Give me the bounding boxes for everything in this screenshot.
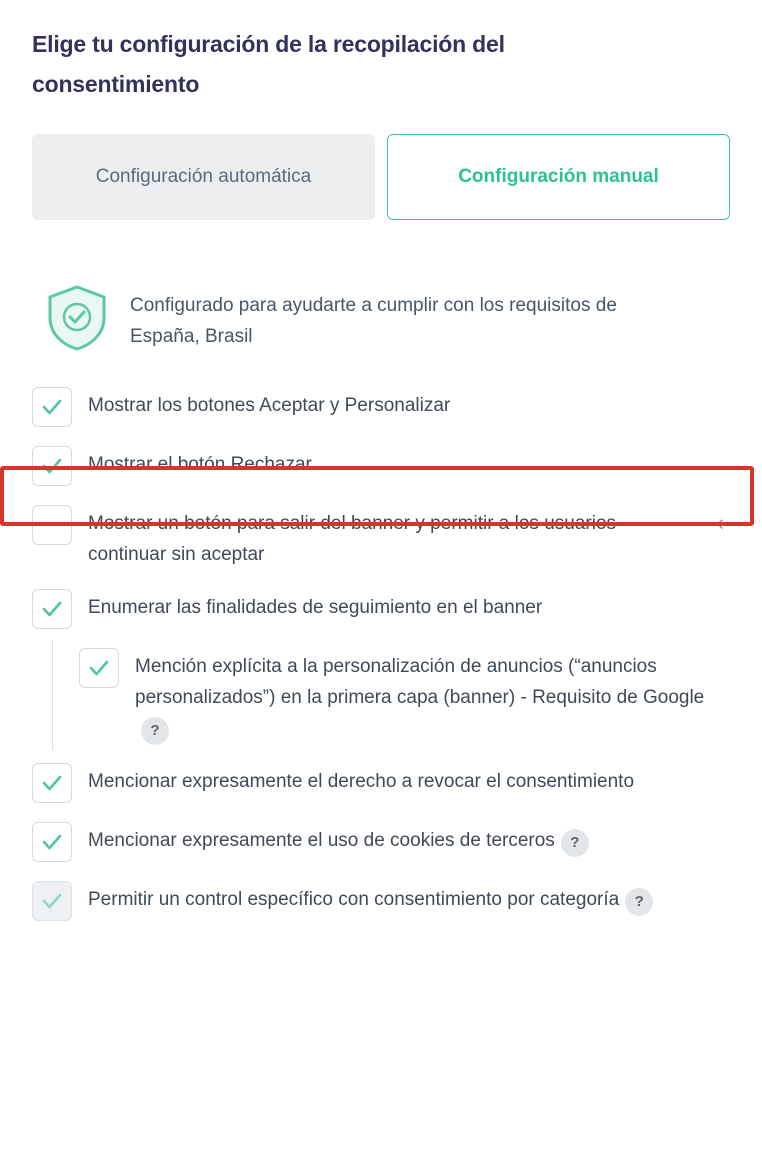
option-label: Permitir un control específico con consentimiento por categoría [88, 889, 620, 910]
option-row-third-party-cookies[interactable] [32, 815, 730, 868]
option-label: Mostrar los botones Aceptar y Personalizar [88, 395, 451, 416]
option-row-per-category-control[interactable] [32, 874, 730, 927]
checkbox-list-purposes[interactable] [32, 589, 72, 629]
compliance-notice-text: Configurado para ayudarte a cumplir con los requisitos de España, Brasil [130, 295, 617, 347]
option-label-wrapper [135, 647, 730, 744]
help-icon[interactable]: ? [141, 717, 169, 745]
option-label: Mención explícita a la personalización de anuncios (“anuncios personalizados”) en la primera capa (banner) - Requisito de Google [135, 656, 705, 708]
help-icon[interactable]: ? [625, 888, 653, 916]
option-label: Mostrar un botón para salir del banner y permitir a los usuarios continuar sin aceptar [88, 513, 617, 565]
option-label: Mostrar el botón Rechazar [88, 454, 312, 475]
option-row-explicit-ads-mention[interactable] [79, 641, 730, 750]
option-row-list-purposes[interactable] [32, 582, 730, 635]
option-label-wrapper [88, 880, 653, 915]
option-row-show-reject-button[interactable] [32, 439, 730, 492]
option-label: Mencionar expresamente el derecho a revocar el consentimiento [88, 771, 635, 792]
tab-automatic-config[interactable] [32, 134, 375, 220]
checkbox-revoke-right[interactable] [32, 763, 72, 803]
option-label: Mencionar expresamente el uso de cookies de terceros [88, 830, 555, 851]
tab-manual-config[interactable] [387, 134, 730, 220]
help-icon[interactable]: ? [561, 829, 589, 857]
tab-automatic-config-label: Configuración automática [95, 166, 312, 187]
page-title: Elige tu configuración de la recopilación del consentimiento [32, 31, 505, 97]
tree-connector-line [52, 641, 53, 750]
tab-manual-config-label: Configuración manual [458, 166, 659, 187]
option-label-wrapper [88, 821, 589, 856]
option-row-show-accept-customize[interactable] [32, 380, 730, 433]
sub-option-group [32, 641, 730, 750]
chevron-left-icon[interactable]: ‹ [716, 510, 724, 535]
checkbox-third-party-cookies[interactable] [32, 822, 72, 862]
checkbox-show-reject-button[interactable] [32, 446, 72, 486]
compliance-notice [46, 282, 730, 352]
consent-options-list [32, 380, 730, 927]
checkbox-show-exit-button[interactable] [32, 505, 72, 545]
config-mode-tabs [32, 134, 730, 220]
checkbox-per-category-control[interactable] [32, 881, 72, 921]
shield-check-icon [46, 284, 108, 352]
checkbox-show-accept-customize[interactable] [32, 387, 72, 427]
option-row-show-exit-button[interactable] [32, 498, 730, 576]
checkbox-explicit-ads-mention[interactable] [79, 648, 119, 688]
option-row-revoke-right[interactable] [32, 756, 730, 809]
option-label: Enumerar las finalidades de seguimiento en el banner [88, 597, 543, 618]
